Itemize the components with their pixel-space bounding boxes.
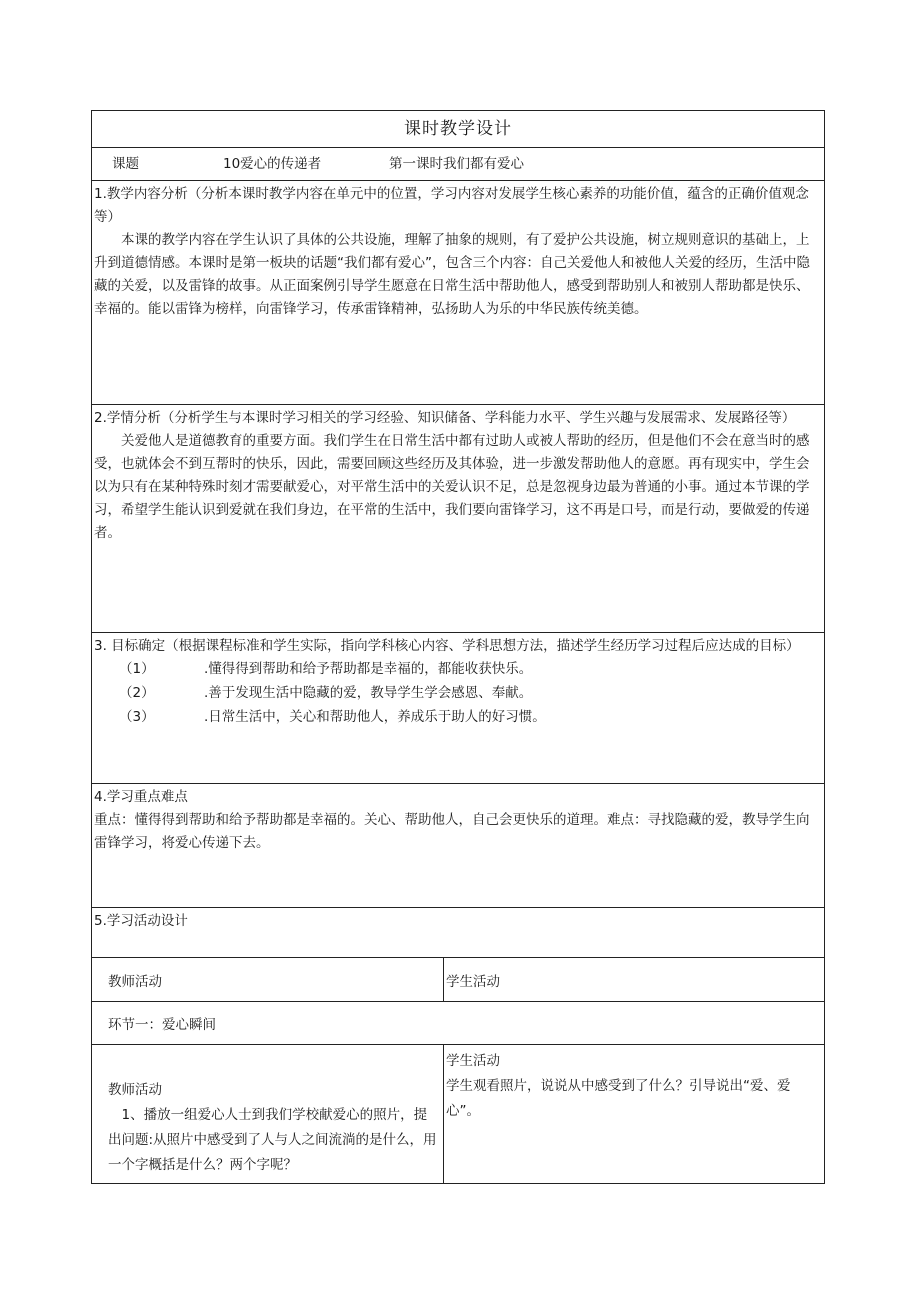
goal-item	[94, 706, 820, 730]
lesson-name: 第一课时我们都有爱心	[389, 156, 524, 172]
section-activity-design	[91, 907, 825, 957]
teacher-activity-header: 教师活动	[92, 958, 444, 1001]
student-activity-text: 学生观看照片，说说从中感受到了什么？引导说出“爱、爱心”。	[446, 1078, 791, 1119]
section1-body: 本课的教学内容在学生认识了具体的公共设施，理解了抽象的规则，有了爱护公共设施，树立规则意识的基础上，上升到道德情感。本课时是第一板块的话题“我们都有爱心”，包含三个内容：自己关爱他人和被他人关爱的经历，生活中隐藏的关爱，以及雷锋的故事。从正面案例引导学生愿意在日常生活中帮助他人，感受到帮助别人和被别人帮助都是快乐、幸福的。能以雷锋为榜样，向雷锋学习，传承雷锋精神，弘扬助人为乐的中华民族传统美德。	[94, 232, 810, 317]
section-key-points	[91, 783, 825, 907]
teacher-activity-text: 1、播放一组爱心人士到我们学校献爱心的照片，提出问题:从照片中感受到了人与人之间流淌的是什么，用一个字概括是什么？两个字呢？	[108, 1107, 437, 1173]
goal-number: （2）	[119, 685, 155, 701]
section5-heading: 5.学习活动设计	[94, 913, 188, 929]
goal-item	[94, 658, 820, 682]
form-title-text: 课时教学设计	[404, 119, 512, 139]
teacher-activity-cell	[92, 1045, 444, 1183]
section-content-analysis	[91, 180, 825, 404]
stage-row	[91, 1001, 825, 1044]
stage1-title: 环节一：爱心瞬间	[108, 1017, 216, 1033]
unit-name: 10爱心的传递者	[223, 156, 322, 172]
teacher-activity-label: 教师活动	[108, 1082, 162, 1098]
section2-heading: 2.学情分析（分析学生与本课时学习相关的学习经验、知识储备、学科能力水平、学生兴趣与发展需求、发展路径等）	[94, 410, 796, 426]
section4-body: 重点：懂得得到帮助和给予帮助都是幸福的。关心、帮助他人，自己会更快乐的道理。难点：寻找隐藏的爱，教导学生向雷锋学习，将爱心传递下去。	[94, 812, 810, 851]
lesson-design-form	[91, 110, 825, 1184]
student-activity-cell	[444, 1045, 824, 1183]
goal-text: .善于发现生活中隐藏的爱，教导学生学会感恩、奉献。	[204, 685, 533, 701]
section4-heading: 4.学习重点难点	[94, 789, 188, 805]
activity-header-row	[91, 957, 825, 1001]
subject-row	[91, 147, 825, 180]
goal-item	[94, 682, 820, 706]
section1-heading: 1.教学内容分析（分析本课时教学内容在单元中的位置，学习内容对发展学生核心素养的功能价值，蕴含的正确价值观念等）	[94, 186, 809, 225]
section2-body: 关爱他人是道德教育的重要方面。我们学生在日常生活中都有过助人或被人帮助的经历，但是他们不会在意当时的感受，也就体会不到互帮时的快乐，因此，需要回顾这些经历及其体验，进一步激发帮助他人的意愿。再有现实中，学生会以为只有在某种特殊时刻才需要献爱心，对平常生活中的关爱认识不足，总是忽视身边最为普通的小事。通过本节课的学习，希望学生能认识到爱就在我们身边，在平常的生活中，我们要向雷锋学习，这不再是口号，而是行动，要做爱的传递者。	[94, 433, 810, 541]
goal-number: （1）	[119, 661, 155, 677]
section-learner-analysis	[91, 404, 825, 632]
activity-content-row	[91, 1044, 825, 1184]
section3-heading: 3. 目标确定（根据课程标准和学生实际，指向学科核心内容、学科思想方法，描述学生经历学习过程后应达成的目标）	[94, 638, 800, 654]
student-activity-label: 学生活动	[446, 1053, 500, 1069]
section-goals	[91, 632, 825, 783]
student-activity-header: 学生活动	[446, 974, 500, 990]
goal-number: （3）	[119, 709, 155, 725]
goal-text: .日常生活中，关心和帮助他人，养成乐于助人的好习惯。	[204, 709, 546, 725]
goal-text: .懂得得到帮助和给予帮助都是幸福的，都能收获快乐。	[204, 661, 533, 677]
subject-label: 课题	[112, 156, 139, 172]
form-title	[91, 110, 825, 147]
